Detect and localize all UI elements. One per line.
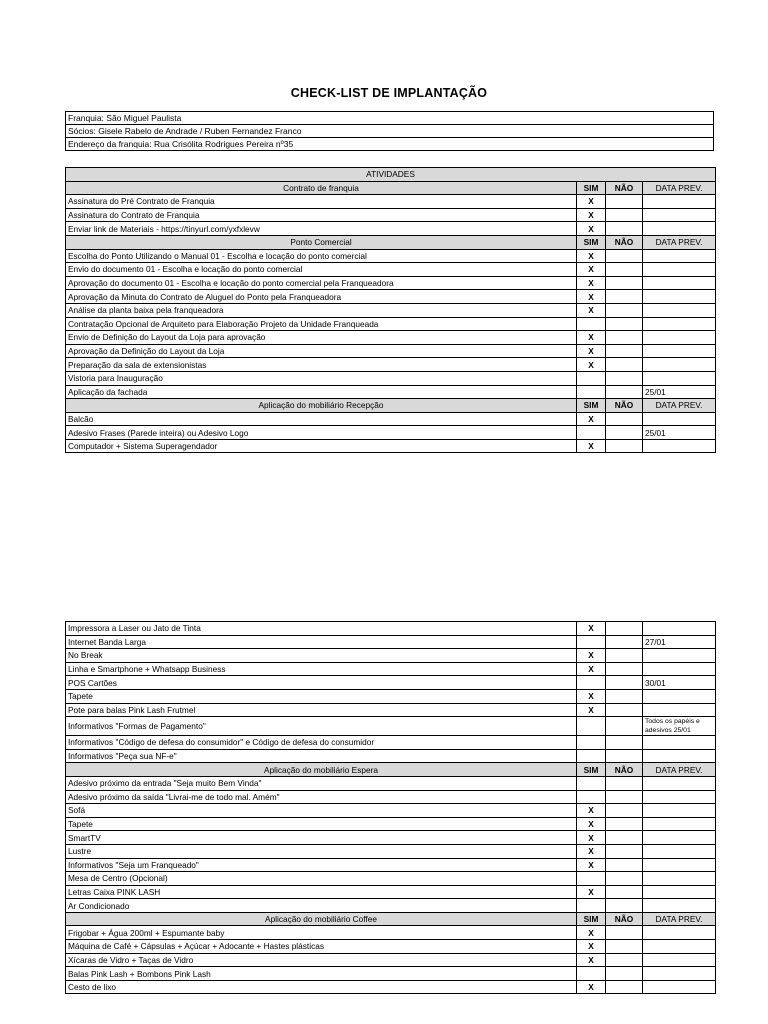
nao-mark — [606, 222, 643, 236]
activity-label: Frigobar + Água 200ml + Espumante baby — [66, 926, 577, 940]
activity-label: Balas Pink Lash + Bombons Pink Lash — [66, 967, 577, 981]
nao-header: NÃO — [606, 399, 643, 413]
table-row — [66, 790, 716, 804]
nao-mark — [606, 689, 643, 703]
nao-mark — [606, 412, 643, 426]
due-date — [643, 940, 716, 954]
nao-mark — [606, 717, 643, 736]
table-row — [66, 703, 716, 717]
sim-mark: X — [577, 303, 606, 317]
sim-mark: X — [577, 276, 606, 290]
activity-label: Adesivo Frases (Parede inteira) ou Adesivo Logo — [66, 426, 577, 440]
sim-mark — [577, 676, 606, 690]
table-row — [66, 208, 716, 222]
nao-mark — [606, 649, 643, 663]
activity-label: Aprovação da Definição do Layout da Loja — [66, 344, 577, 358]
sim-mark: X — [577, 804, 606, 818]
due-date — [643, 208, 716, 222]
activity-label: Escolha do Ponto Utilizando o Manual 01 - Escolha e locação do ponto comercial — [66, 249, 577, 263]
sim-mark — [577, 635, 606, 649]
activity-label: Tapete — [66, 817, 577, 831]
due-date — [643, 358, 716, 372]
activity-label: Assinatura do Contrato de Franquia — [66, 208, 577, 222]
nao-mark — [606, 953, 643, 967]
activity-label: Enviar link de Materiais - https://tinyurl.com/yxfxlevw — [66, 222, 577, 236]
nao-mark — [606, 703, 643, 717]
table-row — [66, 749, 716, 763]
due-date — [643, 249, 716, 263]
table-row — [66, 439, 716, 453]
table-row — [66, 331, 716, 345]
table-row — [66, 858, 716, 872]
activity-label: Pote para balas Pink Lash Frutmel — [66, 703, 577, 717]
section-header-row — [66, 181, 716, 195]
nao-mark — [606, 817, 643, 831]
table-row — [66, 967, 716, 981]
table-row — [66, 358, 716, 372]
due-date-note: Todos os papéis e adesivos 25/01 — [645, 718, 700, 735]
activity-label: Linha e Smartphone + Whatsapp Business — [66, 662, 577, 676]
nao-mark — [606, 439, 643, 453]
sim-mark: X — [577, 290, 606, 304]
table-row — [66, 844, 716, 858]
nao-mark — [606, 331, 643, 345]
due-date: 30/01 — [643, 676, 716, 690]
nao-mark — [606, 195, 643, 209]
nao-mark — [606, 662, 643, 676]
due-date — [643, 790, 716, 804]
due-date — [643, 953, 716, 967]
table-row — [66, 412, 716, 426]
nao-mark — [606, 872, 643, 886]
due-date — [643, 439, 716, 453]
table-row — [66, 717, 716, 736]
due-date — [643, 703, 716, 717]
table-row — [66, 953, 716, 967]
due-date — [643, 804, 716, 818]
section-title: Ponto Comercial — [66, 235, 577, 249]
activity-label: Aprovação do documento 01 - Escolha e locação do ponto comercial pela Franqueadora — [66, 276, 577, 290]
activity-label: No Break — [66, 649, 577, 663]
table-row — [66, 195, 716, 209]
activity-label: Cesto de lixo — [66, 980, 577, 994]
activity-label: Preparação da sala de extensionistas — [66, 358, 577, 372]
sim-mark: X — [577, 649, 606, 663]
due-date — [643, 967, 716, 981]
sim-mark — [577, 385, 606, 399]
sim-header: SIM — [577, 235, 606, 249]
sim-mark: X — [577, 358, 606, 372]
franchise-name: Franquia: São Miguel Paulista — [66, 112, 714, 125]
nao-mark — [606, 831, 643, 845]
sim-mark: X — [577, 926, 606, 940]
table-row — [66, 371, 716, 385]
activities-table-continued — [65, 621, 716, 994]
nao-mark — [606, 899, 643, 913]
franchise-info-table — [65, 111, 714, 151]
sim-mark: X — [577, 331, 606, 345]
sim-mark: X — [577, 831, 606, 845]
nao-mark — [606, 208, 643, 222]
due-date — [643, 885, 716, 899]
table-row — [66, 940, 716, 954]
activity-label: Xícaras de Vidro + Taças de Vidro — [66, 953, 577, 967]
sim-mark: X — [577, 344, 606, 358]
nao-header: NÃO — [606, 235, 643, 249]
due-date — [643, 622, 716, 636]
due-date — [643, 872, 716, 886]
activity-label: Adesivo próximo da entrada "Seja muito Bem Vinda" — [66, 776, 577, 790]
nao-mark — [606, 426, 643, 440]
table-row — [66, 926, 716, 940]
due-date — [643, 662, 716, 676]
date-header: DATA PREV. — [643, 912, 716, 926]
activity-label: Lustre — [66, 844, 577, 858]
section-header-row — [66, 912, 716, 926]
sim-mark — [577, 317, 606, 331]
sim-mark: X — [577, 622, 606, 636]
due-date — [643, 831, 716, 845]
page-title: CHECK-LIST DE IMPLANTAÇÃO — [290, 86, 488, 100]
due-date — [643, 276, 716, 290]
nao-header: NÃO — [606, 763, 643, 777]
due-date — [643, 331, 716, 345]
table-row — [66, 344, 716, 358]
nao-header: NÃO — [606, 181, 643, 195]
section-title: Contrato de franquia — [66, 181, 577, 195]
table-row — [66, 317, 716, 331]
activity-label: Assinatura do Pré Contrato de Franquia — [66, 195, 577, 209]
sim-mark — [577, 899, 606, 913]
nao-mark — [606, 385, 643, 399]
due-date — [643, 717, 716, 736]
nao-mark — [606, 858, 643, 872]
nao-mark — [606, 790, 643, 804]
activity-label: Informativos "Código de defesa do consumidor" e Código de defesa do consumidor — [66, 736, 577, 750]
sim-mark — [577, 371, 606, 385]
table-row — [66, 290, 716, 304]
nao-mark — [606, 622, 643, 636]
nao-mark — [606, 371, 643, 385]
due-date — [643, 222, 716, 236]
date-header: DATA PREV. — [643, 763, 716, 777]
activity-label: Envio do documento 01 - Escolha e locação do ponto comercial — [66, 263, 577, 277]
nao-mark — [606, 263, 643, 277]
due-date: 25/01 — [643, 385, 716, 399]
nao-mark — [606, 303, 643, 317]
activity-label: Mesa de Centro (Opcional) — [66, 872, 577, 886]
nao-mark — [606, 676, 643, 690]
date-header: DATA PREV. — [643, 399, 716, 413]
sim-mark — [577, 749, 606, 763]
sim-mark: X — [577, 980, 606, 994]
table-row — [66, 776, 716, 790]
sim-mark — [577, 872, 606, 886]
sim-mark: X — [577, 439, 606, 453]
nao-mark — [606, 749, 643, 763]
nao-mark — [606, 940, 643, 954]
due-date — [643, 689, 716, 703]
table-row — [66, 885, 716, 899]
table-row — [66, 426, 716, 440]
due-date — [643, 344, 716, 358]
sim-mark — [577, 426, 606, 440]
partners: Sócios: Gisele Rabelo de Andrade / Ruben Fernandez Franco — [66, 125, 714, 138]
nao-mark — [606, 926, 643, 940]
table-row — [66, 249, 716, 263]
section-title: Aplicação do mobiliário Espera — [66, 763, 577, 777]
nao-mark — [606, 885, 643, 899]
due-date — [643, 649, 716, 663]
sim-mark: X — [577, 689, 606, 703]
sim-mark: X — [577, 844, 606, 858]
table-row — [66, 263, 716, 277]
due-date: 25/01 — [643, 426, 716, 440]
activity-label: Vistoria para Inauguração — [66, 371, 577, 385]
sim-mark: X — [577, 249, 606, 263]
table-row — [66, 303, 716, 317]
activity-label: Ar Condicionado — [66, 899, 577, 913]
table-row — [66, 622, 716, 636]
activity-label: Aplicação da fachada — [66, 385, 577, 399]
table-row — [66, 980, 716, 994]
due-date — [643, 749, 716, 763]
activity-label: Envio de Definição do Layout da Loja para aprovação — [66, 331, 577, 345]
sim-mark: X — [577, 662, 606, 676]
section-title: Aplicação do mobiliário Recepção — [66, 399, 577, 413]
activity-label: Sofá — [66, 804, 577, 818]
activities-heading: ATIVIDADES — [66, 168, 716, 182]
due-date — [643, 980, 716, 994]
nao-mark — [606, 736, 643, 750]
activity-label: Máquina de Café + Cápsulas + Açúcar + Adocante + Hastes plásticas — [66, 940, 577, 954]
due-date — [643, 858, 716, 872]
activity-label: Contratação Opcional de Arquiteto para Elaboração Projeto da Unidade Franqueada — [66, 317, 577, 331]
due-date — [643, 926, 716, 940]
franchise-address: Endereço da franquia: Rua Crisólita Rodrigues Pereira nº35 — [66, 138, 714, 151]
activity-label: Informativos "Formas de Pagamento" — [66, 717, 577, 736]
sim-header: SIM — [577, 399, 606, 413]
due-date: 27/01 — [643, 635, 716, 649]
due-date — [643, 817, 716, 831]
activity-label: Impressora a Laser ou Jato de Tinta — [66, 622, 577, 636]
activity-label: POS Cartões — [66, 676, 577, 690]
activity-label: Análise da planta baixa pela franqueadora — [66, 303, 577, 317]
due-date — [643, 899, 716, 913]
section-title: Aplicação do mobiliário Coffee — [66, 912, 577, 926]
table-row — [66, 385, 716, 399]
nao-mark — [606, 290, 643, 304]
table-row — [66, 689, 716, 703]
due-date — [643, 317, 716, 331]
table-row — [66, 872, 716, 886]
activity-label: Informativos "Peça sua NF-e" — [66, 749, 577, 763]
table-row — [66, 635, 716, 649]
sim-mark: X — [577, 412, 606, 426]
activity-label: Tapete — [66, 689, 577, 703]
nao-mark — [606, 344, 643, 358]
activity-label: Adesivo próximo da saída "Livrai-me de todo mal. Amém" — [66, 790, 577, 804]
sim-mark: X — [577, 940, 606, 954]
section-header-row — [66, 763, 716, 777]
due-date — [643, 776, 716, 790]
activity-label: Computador + Sistema Superagendador — [66, 439, 577, 453]
section-header-row — [66, 235, 716, 249]
due-date — [643, 412, 716, 426]
table-row — [66, 804, 716, 818]
nao-mark — [606, 967, 643, 981]
sim-header: SIM — [577, 181, 606, 195]
sim-mark: X — [577, 817, 606, 831]
due-date — [643, 290, 716, 304]
sim-mark — [577, 717, 606, 736]
nao-header: NÃO — [606, 912, 643, 926]
nao-mark — [606, 980, 643, 994]
nao-mark — [606, 358, 643, 372]
table-row — [66, 649, 716, 663]
sim-mark: X — [577, 858, 606, 872]
due-date — [643, 195, 716, 209]
due-date — [643, 371, 716, 385]
activity-label: Informativos "Seja um Franqueado" — [66, 858, 577, 872]
table-row — [66, 222, 716, 236]
nao-mark — [606, 635, 643, 649]
table-row — [66, 676, 716, 690]
activity-label: Letras Caixa PINK LASH — [66, 885, 577, 899]
table-row — [66, 817, 716, 831]
sim-mark: X — [577, 195, 606, 209]
sim-mark: X — [577, 263, 606, 277]
sim-mark: X — [577, 222, 606, 236]
nao-mark — [606, 776, 643, 790]
nao-mark — [606, 804, 643, 818]
table-row — [66, 276, 716, 290]
sim-mark — [577, 790, 606, 804]
sim-mark: X — [577, 885, 606, 899]
sim-mark: X — [577, 953, 606, 967]
due-date — [643, 263, 716, 277]
table-row — [66, 662, 716, 676]
date-header: DATA PREV. — [643, 181, 716, 195]
activities-table — [65, 167, 716, 453]
activity-label: Aprovação da Minuta do Contrato de Aluguel do Ponto pela Franqueadora — [66, 290, 577, 304]
nao-mark — [606, 317, 643, 331]
sim-header: SIM — [577, 912, 606, 926]
sim-header: SIM — [577, 763, 606, 777]
table-row — [66, 736, 716, 750]
due-date — [643, 303, 716, 317]
sim-mark — [577, 776, 606, 790]
nao-mark — [606, 249, 643, 263]
table-row — [66, 899, 716, 913]
nao-mark — [606, 844, 643, 858]
nao-mark — [606, 276, 643, 290]
section-header-row — [66, 399, 716, 413]
sim-mark — [577, 967, 606, 981]
sim-mark — [577, 736, 606, 750]
sim-mark: X — [577, 703, 606, 717]
activity-label: Balcão — [66, 412, 577, 426]
sim-mark: X — [577, 208, 606, 222]
activity-label: SmartTV — [66, 831, 577, 845]
activity-label: Internet Banda Larga — [66, 635, 577, 649]
table-row — [66, 831, 716, 845]
due-date — [643, 736, 716, 750]
date-header: DATA PREV. — [643, 235, 716, 249]
due-date — [643, 844, 716, 858]
activities-heading-row — [66, 168, 716, 182]
